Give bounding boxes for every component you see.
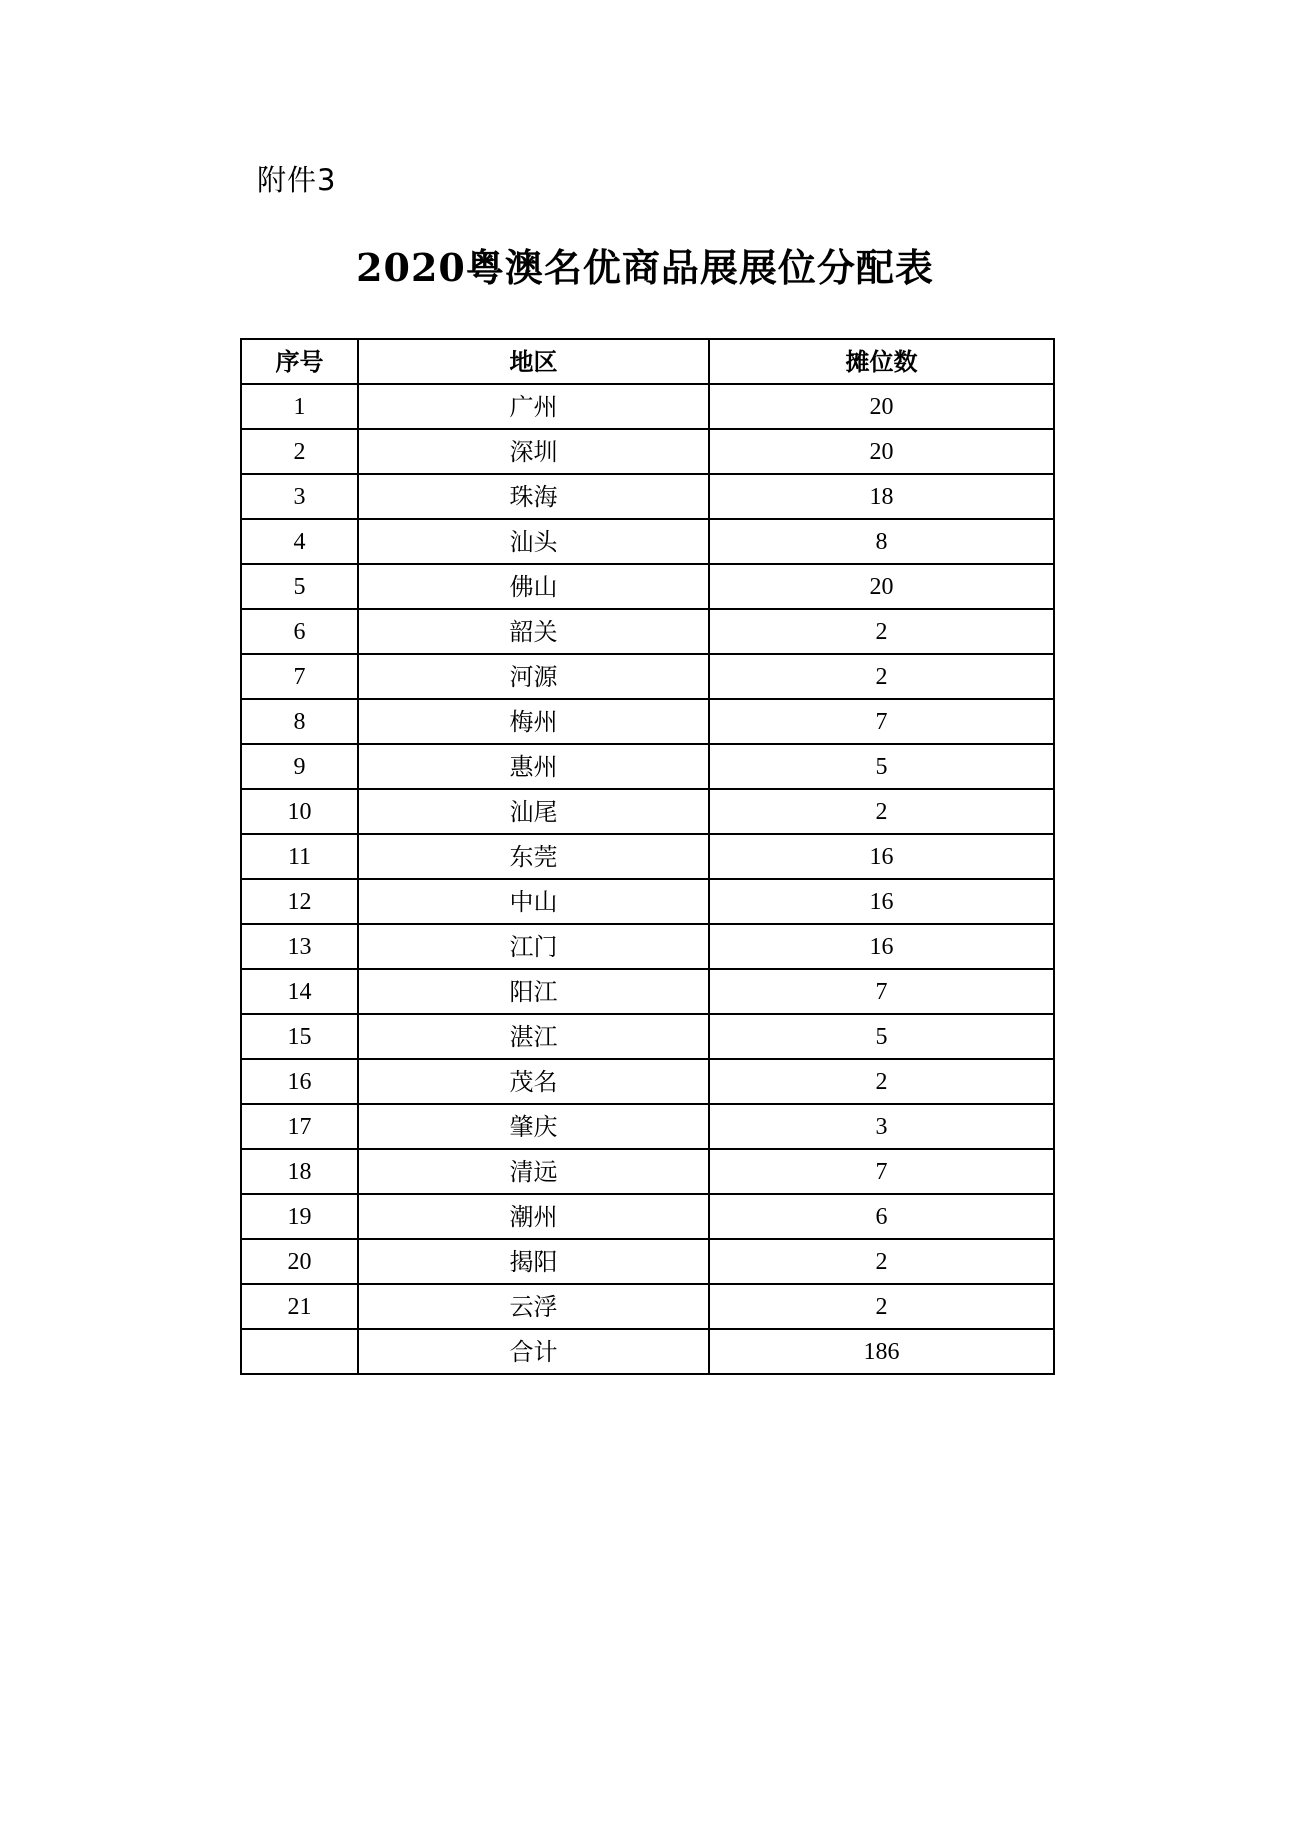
row-booth-count: 2 <box>709 654 1054 699</box>
row-booth-count: 20 <box>709 429 1054 474</box>
row-index: 6 <box>241 609 358 654</box>
row-index: 18 <box>241 1149 358 1194</box>
row-booth-count: 20 <box>709 564 1054 609</box>
row-region: 深圳 <box>358 429 709 474</box>
row-index: 21 <box>241 1284 358 1329</box>
row-region: 东莞 <box>358 834 709 879</box>
table-row <box>241 924 1054 969</box>
row-region: 云浮 <box>358 1284 709 1329</box>
row-index: 20 <box>241 1239 358 1284</box>
row-index: 10 <box>241 789 358 834</box>
row-region: 韶关 <box>358 609 709 654</box>
row-booth-count: 2 <box>709 789 1054 834</box>
row-region: 中山 <box>358 879 709 924</box>
row-region: 珠海 <box>358 474 709 519</box>
row-index: 4 <box>241 519 358 564</box>
total-label: 合计 <box>358 1329 709 1374</box>
row-booth-count: 5 <box>709 744 1054 789</box>
row-booth-count: 2 <box>709 609 1054 654</box>
row-index: 2 <box>241 429 358 474</box>
row-index: 7 <box>241 654 358 699</box>
total-booth-count: 186 <box>709 1329 1054 1374</box>
column-header-booth-count: 摊位数 <box>709 339 1054 384</box>
row-index: 9 <box>241 744 358 789</box>
row-region: 梅州 <box>358 699 709 744</box>
table-row <box>241 699 1054 744</box>
row-booth-count: 16 <box>709 924 1054 969</box>
row-booth-count: 16 <box>709 879 1054 924</box>
table-row <box>241 789 1054 834</box>
row-booth-count: 2 <box>709 1239 1054 1284</box>
row-index: 16 <box>241 1059 358 1104</box>
row-region: 江门 <box>358 924 709 969</box>
row-index: 8 <box>241 699 358 744</box>
attachment-label: 附件3 <box>257 163 337 197</box>
table-row <box>241 519 1054 564</box>
table-row <box>241 879 1054 924</box>
table-row <box>241 1149 1054 1194</box>
row-booth-count: 6 <box>709 1194 1054 1239</box>
row-region: 揭阳 <box>358 1239 709 1284</box>
row-booth-count: 3 <box>709 1104 1054 1149</box>
row-region: 湛江 <box>358 1014 709 1059</box>
table-total-row <box>241 1329 1054 1374</box>
row-region: 广州 <box>358 384 709 429</box>
row-index: 17 <box>241 1104 358 1149</box>
row-booth-count: 18 <box>709 474 1054 519</box>
row-region: 潮州 <box>358 1194 709 1239</box>
row-booth-count: 5 <box>709 1014 1054 1059</box>
table-row <box>241 474 1054 519</box>
total-index-cell <box>241 1329 358 1374</box>
table-row <box>241 969 1054 1014</box>
booth-allocation-table <box>240 338 1055 1375</box>
row-booth-count: 7 <box>709 969 1054 1014</box>
table-row <box>241 744 1054 789</box>
row-index: 13 <box>241 924 358 969</box>
row-booth-count: 2 <box>709 1284 1054 1329</box>
row-index: 11 <box>241 834 358 879</box>
row-index: 1 <box>241 384 358 429</box>
row-index: 14 <box>241 969 358 1014</box>
table-row <box>241 1014 1054 1059</box>
row-booth-count: 20 <box>709 384 1054 429</box>
row-index: 19 <box>241 1194 358 1239</box>
row-index: 3 <box>241 474 358 519</box>
page-title: 2020粤澳名优商品展展位分配表 <box>356 245 934 290</box>
row-index: 15 <box>241 1014 358 1059</box>
table-row <box>241 564 1054 609</box>
table-row <box>241 384 1054 429</box>
column-header-index: 序号 <box>241 339 358 384</box>
table-row <box>241 429 1054 474</box>
row-booth-count: 7 <box>709 699 1054 744</box>
row-booth-count: 8 <box>709 519 1054 564</box>
row-region: 河源 <box>358 654 709 699</box>
table-row <box>241 1284 1054 1329</box>
row-region: 茂名 <box>358 1059 709 1104</box>
table-row <box>241 609 1054 654</box>
row-booth-count: 2 <box>709 1059 1054 1104</box>
table-row <box>241 654 1054 699</box>
row-index: 12 <box>241 879 358 924</box>
column-header-region: 地区 <box>358 339 709 384</box>
row-region: 清远 <box>358 1149 709 1194</box>
row-booth-count: 7 <box>709 1149 1054 1194</box>
row-region: 阳江 <box>358 969 709 1014</box>
row-region: 惠州 <box>358 744 709 789</box>
table-row <box>241 1104 1054 1149</box>
row-region: 佛山 <box>358 564 709 609</box>
row-region: 肇庆 <box>358 1104 709 1149</box>
row-region: 汕头 <box>358 519 709 564</box>
table-row <box>241 1239 1054 1284</box>
table-row <box>241 834 1054 879</box>
table-row <box>241 1059 1054 1104</box>
row-booth-count: 16 <box>709 834 1054 879</box>
table-row <box>241 1194 1054 1239</box>
table-header-row <box>241 339 1054 384</box>
row-index: 5 <box>241 564 358 609</box>
row-region: 汕尾 <box>358 789 709 834</box>
